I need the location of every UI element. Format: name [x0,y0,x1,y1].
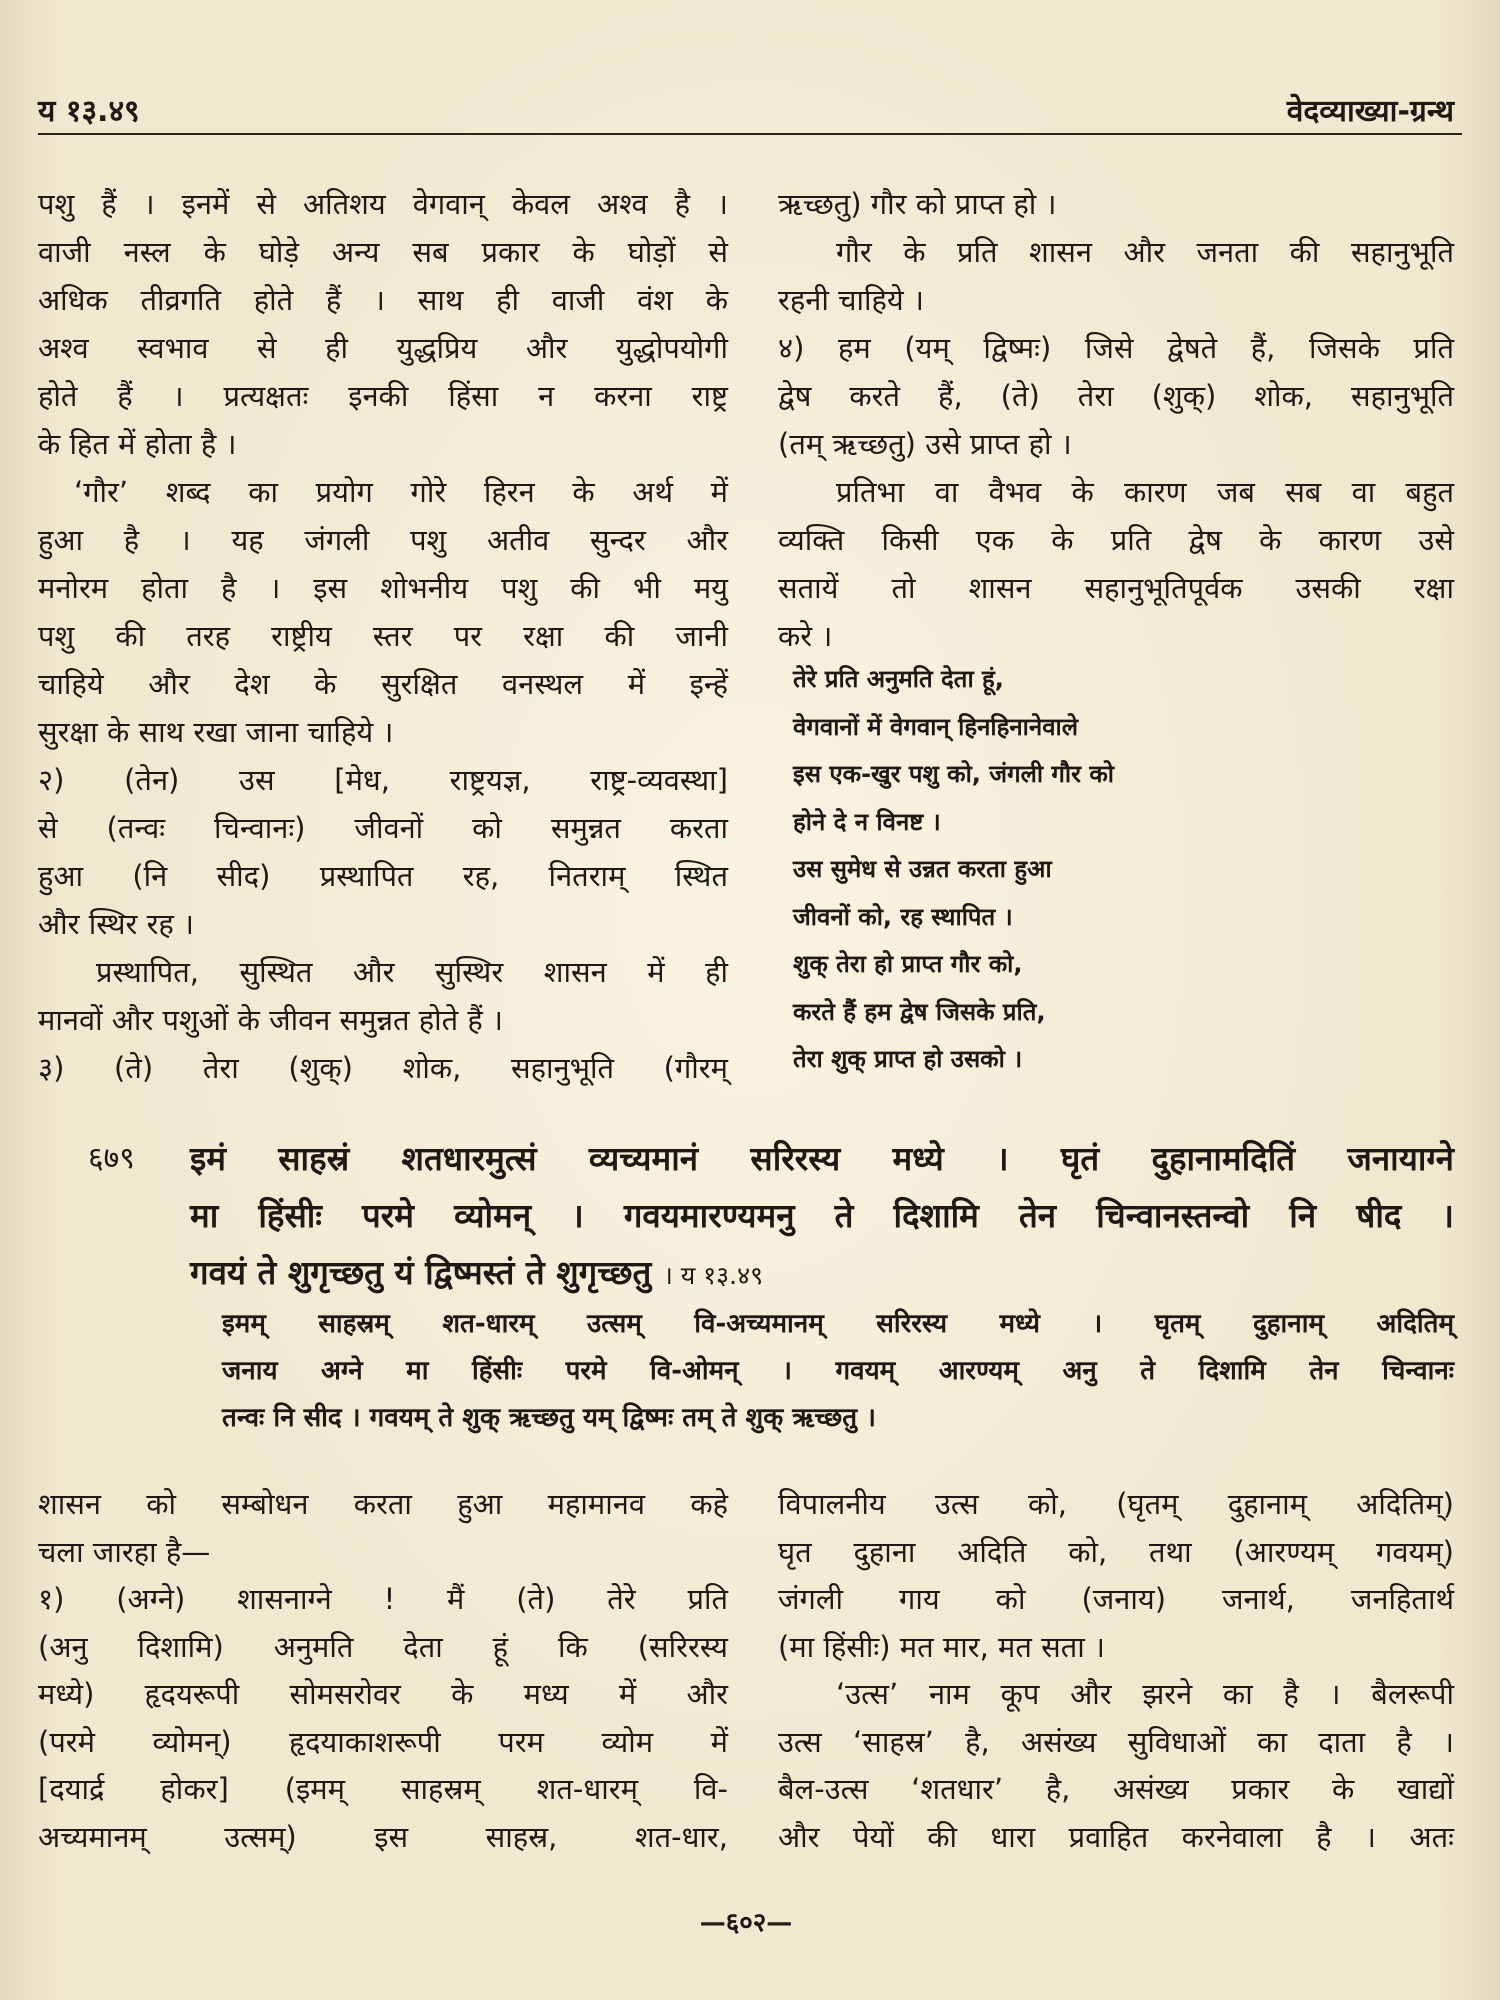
text-line: विपालनीय उत्स को, (घृतम् दुहानाम् अदितिम्) [778,1487,1454,1521]
mantra-line: इमं साहस्रं शतधारमुत्सं व्यच्यमानं सरिरस्य मध्ये । घृतं दुहानामदितिं जनायाग्ने [190,1139,1454,1178]
top-right-column [778,180,1454,660]
top-left-column [38,180,728,1092]
text-line: २) (तेन) उस [मेध, राष्ट्रयज्ञ, राष्ट्र-व्यवस्था] [38,763,728,797]
poem-line: करते हैं हम द्वेष जिसके प्रति, [793,997,1046,1026]
mantra-line-text: गवयं ते शुगृच्छतु यं द्विष्मस्तं ते शुगृच्छतु [190,1253,652,1292]
text-line: अश्व स्वभाव से ही युद्धप्रिय और युद्धोपयोगी [38,331,728,365]
poem-line: उस सुमेध से उन्नत करता हुआ [793,855,1052,883]
verse-reference-header: य १३.४९ [38,94,140,129]
text-line: सुरक्षा के साथ रखा जाना चाहिये । [38,715,394,749]
padapatha-line: तन्वः नि सीद । गवयम् ते शुक् ऋच्छतु यम् द्विष्मः तम् ते शुक् ऋच्छतु । [222,1403,876,1433]
padapatha-line: जनाय अग्ने मा हिंसीः परमे वि-ओमन् । गवयम् आरण्यम् अनु ते दिशामि तेन चिन्वानः [222,1356,1454,1386]
padapatha-line: इमम् साहस्रम् शत-धारम् उत्सम् वि-अच्यमानम् सरिरस्य मध्ये । घृतम् दुहानाम् अदितिम् [222,1309,1454,1339]
text-line: प्रतिभा वा वैभव के कारण जब सब वा बहुत [836,475,1454,509]
text-line: चला जारहा है— [38,1534,211,1569]
text-line: अधिक तीव्रगति होते हैं । साथ ही वाजी वंश के [38,283,728,317]
header-rule [38,133,1462,135]
text-line: उत्स ‘साहस्र’ है, असंख्य सुविधाओं का दाता है । [778,1724,1454,1759]
text-line: [दयार्द्र होकर] (इमम् साहस्रम् शत-धारम् वि- [38,1772,728,1806]
mantra-number: ६७९ [88,1141,135,1176]
text-line: अच्यमानम् उत्सम्) इस साहस्र, शत-धार, [38,1819,728,1854]
text-line: व्यक्ति किसी एक के प्रति द्वेष के कारण उसे [778,523,1454,557]
mantra-line: मा हिंसीः परमे व्योमन् । गवयमारण्यमनु ते दिशामि तेन चिन्वानस्तन्वो नि षीद । [190,1196,1454,1235]
verse-translation-poem [793,656,1433,1084]
text-line: हुआ है । यह जंगली पशु अतीव सुन्दर और [38,523,728,557]
text-line: मध्ये) हृदयरूपी सोमसरोवर के मध्य में और [38,1677,728,1711]
text-line: (परमे व्योमन्) हृदयाकाशरूपी परम व्योम में [38,1724,728,1759]
text-line: और स्थिर रह । [38,907,195,941]
text-line: हुआ (नि सीद) प्रस्थापित रह, नितराम् स्थित [38,859,728,893]
text-line: पशु हैं । इनमें से अतिशय वेगवान् केवल अश्व है । [38,187,728,221]
running-title: वेदव्याख्या-ग्रन्थ [1286,94,1454,129]
text-line: (तम् ऋच्छतु) उसे प्राप्त हो । [778,427,1072,461]
poem-line: तेरे प्रति अनुमति देता हूं, [793,665,1004,693]
text-line: प्रस्थापित, सुस्थित और सुस्थिर शासन में ही [96,955,728,989]
text-line: वाजी नस्ल के घोड़े अन्य सब प्रकार के घोड़ों से [38,235,728,269]
text-line: जंगली गाय को (जनाय) जनार्थ, जनहितार्थ [778,1582,1454,1616]
text-line: चाहिये और देश के सुरक्षित वनस्थल में इन्हें [38,667,728,701]
text-line: करे । [778,619,833,653]
poem-line: वेगवानों में वेगवान् हिनहिनानेवाले [793,712,1079,741]
bottom-left-column [38,1481,728,1861]
text-line: पशु की तरह राष्ट्रीय स्तर पर रक्षा की जानी [38,619,728,653]
text-line: ‘उत्स’ नाम कूप और झरने का है । बैलरूपी [836,1677,1454,1711]
text-line: ३) (ते) तेरा (शुक्) शोक, सहानुभूति (गौरम् [38,1051,728,1085]
poem-line: इस एक-खुर पशु को, जंगली गौर को [793,760,1114,788]
text-line: मानवों और पशुओं के जीवन समुन्नत होते हैं । [38,1003,504,1037]
text-line: होते हैं । प्रत्यक्षतः इनकी हिंसा न करना राष्ट्र [38,379,728,413]
poem-line: तेरा शुक् प्राप्त हो उसको । [793,1045,1023,1073]
padapatha-text [222,1301,1454,1442]
text-line: से (तन्वः चिन्वानः) जीवनों को समुन्नत करता [38,811,728,845]
text-line: के हित में होता है । [38,427,237,461]
text-line: घृत दुहाना अदिति को, तथा (आरण्यम् गवयम्) [778,1534,1454,1569]
text-line: मनोरम होता है । इस शोभनीय पशु की भी मयु [38,571,728,605]
text-line: बैल-उत्स ‘शतधार’ है, असंख्य प्रकार के खाद्यों [778,1772,1454,1806]
text-line: ४) हम (यम् द्विष्मः) जिसे द्वेषते हैं, जिसके प्रति [778,331,1454,365]
text-line: ऋच्छतु) गौर को प्राप्त हो । [778,187,1057,221]
text-line: १) (अग्ने) शासनाग्ने ! मैं (ते) तेरे प्रति [38,1582,728,1616]
text-line: द्वेष करते हैं, (ते) तेरा (शुक्) शोक, सहानुभूति [778,379,1454,413]
poem-line: शुक् तेरा हो प्राप्त गौर को, [793,950,1023,978]
text-line: और पेयों की धारा प्रवाहित करनेवाला है । अतः [778,1819,1454,1854]
text-line: गौर के प्रति शासन और जनता की सहानुभूति [836,235,1454,269]
mantra-line [190,1244,1454,1304]
text-line: सतायें तो शासन सहानुभूतिपूर्वक उसकी रक्षा [778,571,1454,605]
text-line: (अनु दिशामि) अनुमति देता हूं कि (सरिरस्य [38,1629,728,1664]
bottom-right-column [778,1481,1454,1861]
page-number: —६०२— [699,1908,793,1938]
poem-line: होने दे न विनष्ट । [793,807,941,836]
mantra-text [190,1130,1454,1304]
text-line: शासन को सम्बोधन करता हुआ महामानव कहे [38,1487,728,1521]
text-line: ‘गौर’ शब्द का प्रयोग गोरे हिरन के अर्थ में [74,475,728,509]
poem-line: जीवनों को, रह स्थापित । [793,902,1013,931]
text-line: (मा हिंसीः) मत मार, मत सता । [778,1629,1105,1664]
text-line: रहनी चाहिये । [778,283,924,317]
mantra-reference: । य १३.४९ [663,1261,764,1290]
